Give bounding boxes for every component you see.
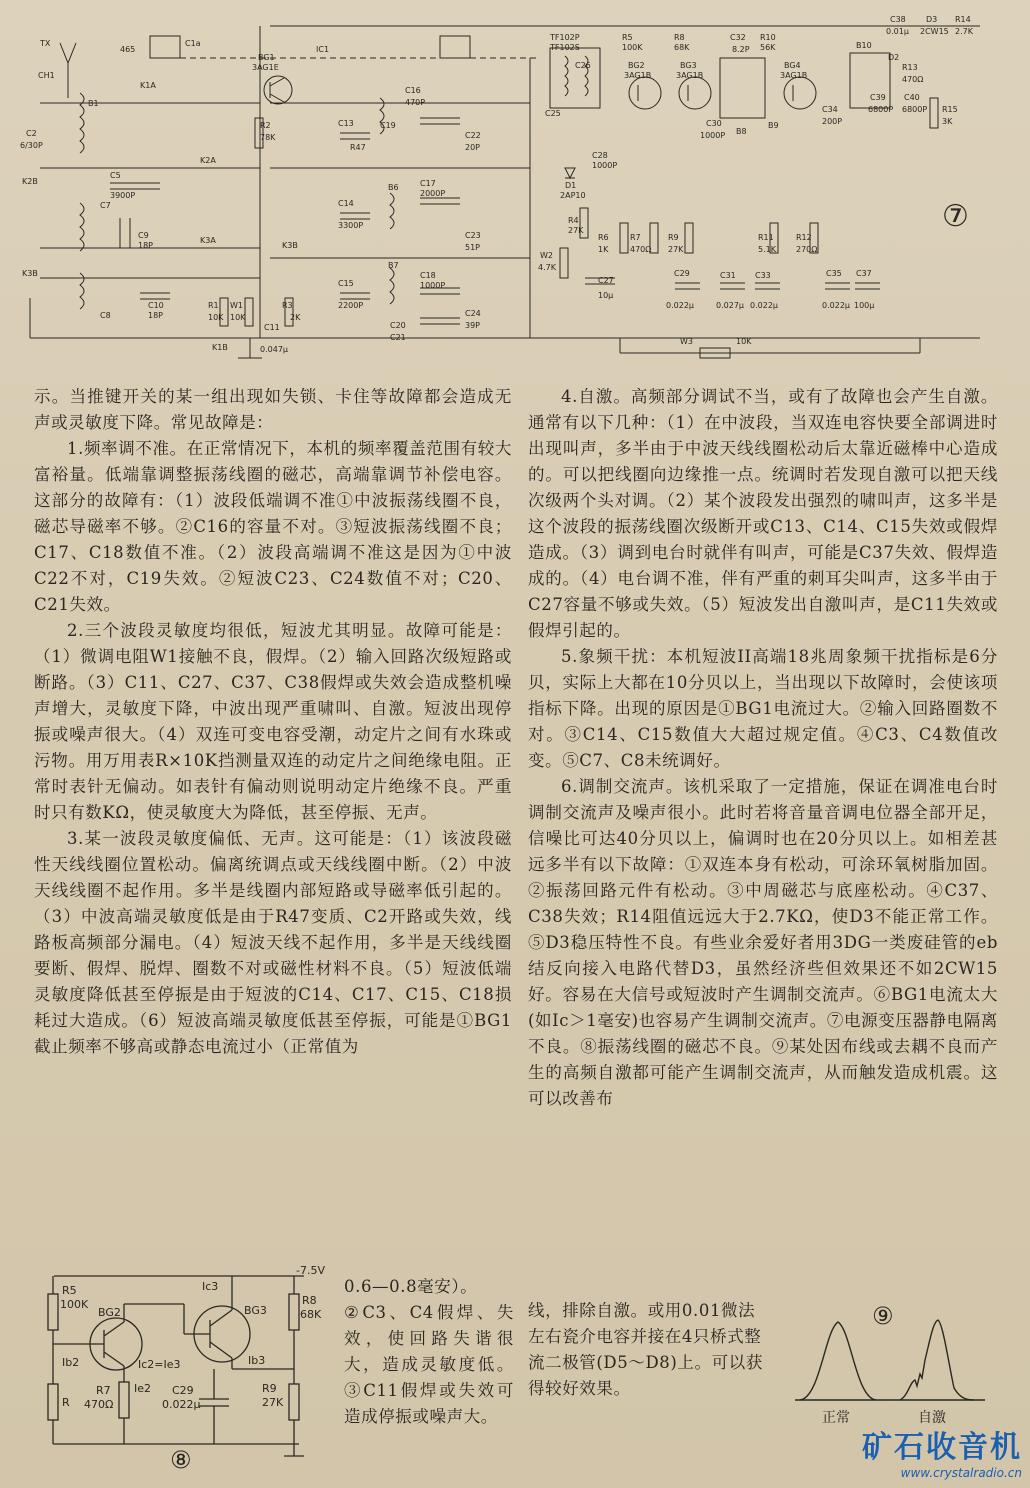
figure-number-8: ⑧ [170,1446,192,1474]
schematic-label: 1000P [592,161,618,170]
schematic-label: 39P [465,321,481,330]
schematic-label: 3AG1B [624,71,652,80]
schematic-label: BG2 [628,61,645,70]
schematic-label: 2CW15 [920,27,949,36]
label-self-oscillation: 自激 [918,1410,946,1426]
fig8-label: BG3 [244,1304,267,1317]
fig8-label: -7.5V [296,1264,325,1277]
schematic-label: C40 [904,93,920,102]
schematic-label: C13 [338,119,354,128]
schematic-label: R6 [598,233,609,242]
watermark [862,1422,1022,1480]
schematic-label: C33 [755,271,771,280]
schematic-label: 2200P [338,301,364,310]
schematic-label: 270Ω [796,245,818,254]
schematic-label: K3A [200,236,216,245]
schematic-label: 470P [405,98,426,107]
schematic-label: 0.022μ [750,301,778,310]
fig8-label: R9 [262,1382,277,1395]
schematic-label: R10 [760,33,776,42]
fig8-label: Ib3 [248,1354,266,1367]
schematic-label: C31 [720,271,736,280]
schematic-label: R7 [630,233,641,242]
paragraph-6-modulation-hum: 6.调制交流声。该机采取了一定措施，保证在调准电台时调制交流声及噪声很小。此时若将音量音调电位器全部开足，信噪比可达40分贝以上，偏调时也在20分贝以上。如相差甚远多半有以下故障：①双连本身有松动，可涂环氧树脂加固。②振荡回路元件有松动。③中周磁芯与底座松动。④C37、C38失效；R14阻值远远大于2.7KΩ，使D3不能正常工作。⑤D3稳压特性不良。有些业余爱好者用3DG一类废硅管的eb结反向接入电路代替D3，虽然经济些但效果还不如2CW15好。容易在大信号或短波时产生调制交流声。⑥BG1电流太大(如Ic＞1毫安)也容易产生调制交流声。⑦电源变压器静电隔离不良。⑧振荡线圈的磁芯不良。⑨某处因布线或去耦不良而产生的高频自激都可能产生调制交流声，从而触发造成机震。这可以改善布 [528,777,998,1108]
schematic-label: C14 [338,199,354,208]
fig8-label: Ib2 [62,1356,80,1369]
schematic-label: C34 [822,105,838,114]
fig8-label: C29 [172,1384,194,1397]
schematic-label: C5 [110,171,121,180]
fig8-label: 27K [262,1396,284,1409]
schematic-label: 10K [736,337,752,346]
schematic-label: R8 [674,33,685,42]
fig8-label: Ic2=Ie3 [138,1358,181,1371]
schematic-label: 100μ [854,301,875,310]
fig8-label: 470Ω [84,1398,114,1411]
schematic-label: R15 [942,105,958,114]
schematic-label: 0.022μ [666,301,694,310]
schematic-label: C10 [148,301,164,310]
fig8-label: R8 [302,1294,317,1307]
schematic-label: R1 [208,301,219,310]
schematic-label: C39 [870,93,886,102]
schematic-label: 470Ω [902,75,924,84]
schematic-label: K1A [140,81,156,90]
schematic-label: C7 [100,201,111,210]
schematic-label: 3AG1B [676,71,704,80]
schematic-label: 6800P [902,105,928,114]
schematic-label: R47 [350,143,366,152]
fig8-label: 0.022μ [162,1398,201,1411]
schematic-label: 10K [230,313,246,322]
schematic-label: 3AG1E [252,63,279,72]
schematic-label: C32 [730,33,746,42]
watermark-name: 矿石收音机 [862,1430,1022,1465]
normal-curve [800,1322,876,1400]
schematic-label: 1K [598,245,609,254]
schematic-label: C9 [138,231,149,240]
schematic-label: 2AP10 [560,191,586,200]
schematic-label: 8.2P [732,45,750,54]
schematic-label: 200P [822,117,843,126]
schematic-label: 0.047μ [260,345,288,354]
schematic-label: C1a [185,39,201,48]
schematic-label: K3B [22,269,38,278]
schematic-label: 27K [668,245,684,254]
schematic-label: 56K [760,43,776,52]
schematic-label: 20P [465,143,481,152]
schematic-label: C20 [390,321,406,330]
schematic-label: R11 [758,233,774,242]
schematic-label: C28 [592,151,608,160]
schematic-label: 6800P [868,105,894,114]
left-column [34,384,512,1060]
schematic-label: R14 [955,15,971,24]
paragraph-2-sensitivity: 2.三个波段灵敏度均很低，短波尤其明显。故障可能是：（1）微调电阻W1接触不良，假焊。（2）输入回路次级短路或断路。（3）C11、C27、C37、C38假焊或失效会造成整机噪声增大，灵敏度下降，中波出现严重啸叫、自激。短波出现停振或噪声很大。（4）双连可变电容受潮，动定片之间有水珠或污物。用万用表R×10K挡测量双连的动定片之间绝缘电阻。正常时表针无偏动。如表针有偏动则说明动定片绝缘不良。严重时只有数KΩ，使灵敏度大为降低，甚至停振、无声。 [34,621,512,822]
schematic-label: B1 [88,99,99,108]
schematic-label: D3 [926,15,938,24]
schematic-label: B10 [856,41,872,50]
schematic-label: C29 [674,269,690,278]
schematic-label: 3300P [338,221,364,230]
paragraph-3-tail: 0.6—0.8毫安）。 [344,1277,478,1296]
schematic-label: 1000P [420,281,446,290]
schematic-label: TX [40,39,51,48]
circuit-figure-8 [34,1264,334,1474]
schematic-label: 27K [568,226,584,235]
schematic-label: 18P [138,241,154,250]
fig8-label: R5 [62,1284,77,1297]
schematic-label: IC1 [316,45,330,54]
paragraph-6-tail-block [528,1298,766,1402]
schematic-label: C19 [380,121,396,130]
figure-number-7: ⑦ [942,199,969,234]
schematic-label: 2.7K [955,27,973,36]
schematic-label: 10μ [598,291,614,300]
schematic-label: 3AG1B [780,71,808,80]
schematic-label: 6/30P [20,141,43,150]
schematic-label: K3B [282,241,298,250]
figure-8-side-text [344,1274,514,1430]
schematic-label: B9 [768,121,779,130]
schematic-label: 2K [290,313,301,322]
schematic-label: C15 [338,279,354,288]
right-column [528,384,998,1112]
schematic-label: C16 [405,86,421,95]
schematic-label: 68K [674,43,690,52]
schematic-label: 2000P [420,189,446,198]
paragraph-1-frequency: 1.频率调不准。在正常情况下，本机的频率覆盖范围有较大富裕量。低端靠调整振荡线圈的磁芯，高端靠调节补偿电容。这部分的故障有：（1）波段低端调不准①中波振荡线圈不良，磁芯导磁率不够。②C16的容量不对。③短波振荡线圈不良；C17、C18数值不准。（2）波段高端调不准这是因为①中波C22不对，C19失效。②短波C23、C24数值不对；C20、C21失效。 [34,439,512,614]
schematic-label: C27 [598,276,614,285]
schematic-label: C18 [420,271,436,280]
schematic-label: 78K [260,133,276,142]
schematic-label: CH1 [38,71,55,80]
schematic-label: BG1 [258,53,275,62]
schematic-label: 3900P [110,191,136,200]
schematic-label: C23 [465,231,481,240]
schematic-label: BG3 [680,61,697,70]
fig8-label: 100K [60,1298,89,1311]
schematic-label: C11 [264,323,280,332]
schematic-label: 0.022μ [822,301,850,310]
schematic-label: C26 [575,61,591,70]
fig8-label: 68K [300,1308,322,1321]
paragraph-3-band-sensitivity: 3.某一波段灵敏度偏低、无声。这可能是：（1）该波段磁性天线线圈位置松动。偏离统调点或天线线圈中断。（2）中波天线线圈不起作用。多半是线圈内部短路或导磁率低引起的。（3）中波高端灵敏度低是由于R47变质、C2开路或失效，线路板高频部分漏电。（4）短波天线不起作用，多半是天线线圈要断、假焊、脱焊、圈数不对或磁性材料不良。（5）短波低端灵敏度降低甚至停振是由于短波的C14、C17、C15、C18损耗过大造成。（6）短波高端灵敏度低甚至停振，可能是①BG1截止频率不够高或静态电流过小（正常值为 [34,829,512,1056]
self-oscillation-curve [900,1320,974,1400]
fig8-label: Ic3 [202,1280,219,1293]
schematic-label: 1000P [700,131,726,140]
schematic-label: 18P [148,311,164,320]
schematic-label: 3K [942,117,953,126]
schematic-label: 470Ω [630,245,652,254]
schematic-label: C21 [390,333,406,342]
schematic-label: R2 [260,121,271,130]
paragraph-3-continued: ②C3、C4假焊、失效，使回路失谐很大，造成灵敏度低。③C11假焊或失效可造成停振或噪声大。 [344,1303,514,1426]
schematic-label: TF102S [550,43,580,52]
fig8-label: BG2 [98,1306,121,1319]
waveform-figure-9 [790,1300,990,1430]
schematic-label: C37 [856,269,872,278]
schematic-label: R12 [796,233,812,242]
schematic-label: B7 [388,261,399,270]
fig8-label: Ie2 [134,1382,152,1395]
schematic-label: K1B [212,343,228,352]
schematic-label: C35 [826,269,842,278]
schematic-label: C30 [706,119,722,128]
schematic-figure-7 [20,8,1020,380]
schematic-label: W1 [230,301,243,310]
schematic-label: 10K [208,313,224,322]
schematic-label: C8 [100,311,111,320]
paragraph-5-image-interference: 5.象频干扰：本机短波II高端18兆周象频干扰指标是6分贝，实际上大都在10分贝以上，当出现以下故障时，会使该项指标下降。出现的原因是①BG1电流过大。②输入回路圈数不对。③C14、C15数值大大超过规定值。④C3、C4数值改变。⑤C7、C8未统调好。 [528,647,998,770]
schematic-label: 51P [465,243,481,252]
schematic-label: 4.7K [538,263,556,272]
schematic-label: C2 [26,129,37,138]
schematic-label: D2 [888,53,900,62]
schematic-label: K2B [22,177,38,186]
schematic-label: B6 [388,183,399,192]
paragraph-intro: 示。当推键开关的某一组出现如失锁、卡住等故障都会造成无声或灵敏度下降。常见故障是： [34,387,512,432]
schematic-label: 0.027μ [716,301,744,310]
watermark-url: www.crystalradio.cn [900,1466,1022,1480]
schematic-label: R5 [622,33,633,42]
schematic-label: B8 [736,127,747,136]
schematic-label: R3 [282,301,293,310]
schematic-label: W2 [540,251,553,260]
schematic-label: C25 [545,109,561,118]
schematic-label: R13 [902,63,918,72]
schematic-label: R4 [568,216,579,225]
schematic-label: TF102P [550,33,580,42]
schematic-label: R9 [668,233,679,242]
label-normal: 正常 [822,1410,850,1426]
schematic-label: 0.01μ [886,27,909,36]
schematic-label: C17 [420,179,436,188]
schematic-label: 465 [120,45,136,54]
paragraph-4-self-oscillation: 4.自激。高频部分调试不当，或有了故障也会产生自激。通常有以下几种：（1）在中波段，当双连电容快要全部调进时出现叫声，多半由于中波天线线圈松动后太靠近磁棒中心造成的。可以把线圈向边缘推一点。统调时若发现自激可以把天线次级两个头对调。（2）某个波段发出强烈的啸叫声，这多半是这个波段的振荡线圈次级断开或C13、C14、C15失效或假焊造成。（3）调到电台时就伴有叫声，可能是C37失效、假焊造成的。（4）电台调不准，伴有严重的刺耳尖叫声，这多半由于C27容量不够或失效。（5）短波发出自激叫声，是C11失效或假焊引起的。 [528,387,998,640]
schematic-label: C22 [465,131,481,140]
schematic-label: K2A [200,156,216,165]
schematic-label: 100K [622,43,643,52]
schematic-label: C24 [465,309,481,318]
schematic-label: D1 [565,181,577,190]
schematic-label: C38 [890,15,906,24]
paragraph-6-tail: 线，排除自激。或用0.01微法左右瓷介电容并接在4只桥式整流二极管(D5～D8)上。可以获得较好效果。 [528,1301,763,1398]
fig8-label: R [62,1396,70,1409]
fig8-label: R7 [96,1384,111,1397]
schematic-label: BG4 [784,61,801,70]
schematic-label: 5.1K [758,245,776,254]
schematic-label: W3 [680,337,693,346]
figure-number-9: ⑨ [872,1302,894,1330]
